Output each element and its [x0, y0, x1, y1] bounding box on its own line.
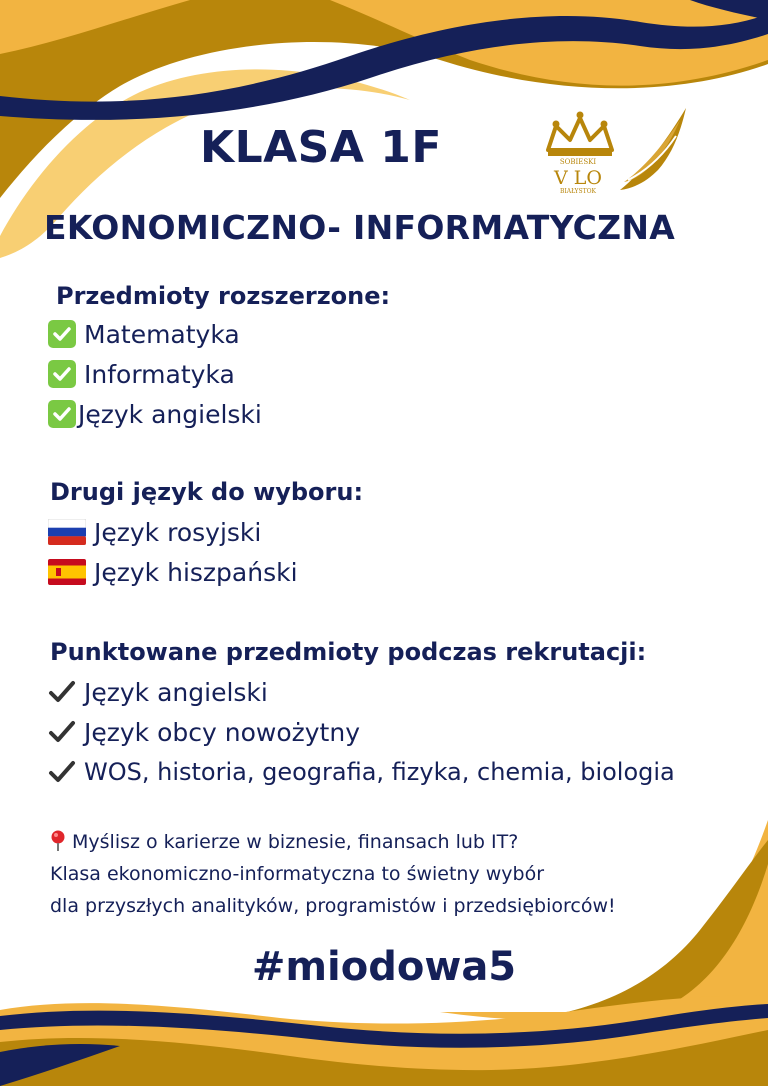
list-item: [48, 672, 675, 712]
list-item: [48, 552, 298, 592]
list-item: [48, 712, 675, 752]
russia-flag-icon: [48, 519, 86, 545]
promo-line: dla przyszłych analityków, programistów i przedsiębiorców!: [50, 895, 616, 917]
extended-subjects-list: [48, 314, 262, 434]
scored-subjects-list: [48, 672, 675, 792]
logo-top-text: SOBIESKI: [559, 158, 597, 166]
promo-line: [50, 826, 616, 858]
language-label: Język rosyjski: [94, 517, 262, 547]
second-language-list: [48, 512, 298, 592]
list-item: [48, 512, 298, 552]
extended-subjects-heading: Przedmioty rozszerzone:: [56, 282, 391, 310]
pin-icon: [50, 830, 66, 852]
school-logo: [540, 104, 690, 196]
logo-main-text: V LO: [554, 167, 602, 189]
scored-subjects-heading: Punktowane przedmioty podczas rekrutacji:: [50, 638, 647, 666]
checkmark-icon: [48, 719, 76, 745]
subject-label: Język angielski: [84, 677, 268, 707]
check-box-icon: [48, 320, 76, 348]
subject-label: Informatyka: [84, 359, 235, 389]
checkmark-icon: [48, 759, 76, 785]
subject-label: Język obcy nowożytny: [84, 717, 360, 747]
wing-icon: [620, 108, 686, 190]
promo-line-text: Myślisz o karierze w biznesie, finansach lub IT?: [72, 831, 519, 853]
list-item: [48, 394, 262, 434]
checkmark-icon: [48, 679, 76, 705]
class-profile-subtitle: EKONOMICZNO- INFORMATYCZNA: [44, 208, 676, 247]
list-item: [48, 752, 675, 792]
check-box-icon: [48, 400, 76, 428]
crown-icon: [548, 112, 612, 155]
hashtag: #miodowa5: [251, 944, 517, 990]
subject-label: WOS, historia, geografia, fizyka, chemia, biologia: [84, 758, 675, 786]
subject-label: Matematyka: [84, 319, 240, 349]
check-box-icon: [48, 360, 76, 388]
logo-bottom-text: BIAŁYSTOK: [560, 188, 596, 195]
promo-text: [50, 826, 616, 922]
page-title: KLASA 1F: [200, 122, 442, 173]
second-language-heading: Drugi język do wyboru:: [50, 478, 364, 506]
language-label: Język hiszpański: [94, 557, 298, 587]
spain-flag-icon: [48, 559, 86, 585]
list-item: [48, 314, 262, 354]
list-item: [48, 354, 262, 394]
promo-line: Klasa ekonomiczno-informatyczna to świetny wybór: [50, 863, 545, 885]
subject-label: Język angielski: [78, 399, 262, 429]
